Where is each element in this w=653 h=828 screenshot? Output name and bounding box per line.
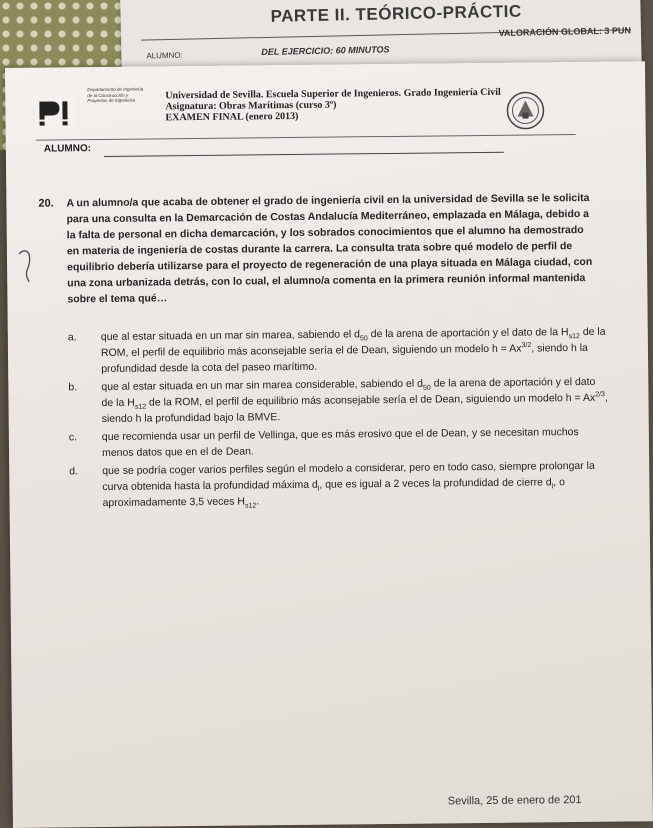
exam-title: EXAMEN FINAL (enero 2013) xyxy=(165,109,501,124)
question-number: 20. xyxy=(38,197,53,209)
university-line: Universidad de Sevilla. Escuela Superior de Ingenieros. Grado Ingeniería Civil xyxy=(165,87,501,102)
back-sheet-duration: DEL EJERCICIO: 60 MINUTOS xyxy=(261,44,389,57)
header-rule xyxy=(36,134,576,141)
option-d[interactable] xyxy=(69,458,609,512)
alumno-line xyxy=(104,152,504,157)
option-letter: a. xyxy=(68,329,77,345)
exam-header xyxy=(165,87,501,124)
option-b[interactable] xyxy=(68,374,608,428)
option-letter: b. xyxy=(68,379,77,395)
university-logo-icon xyxy=(35,95,75,129)
option-text: que al estar situada en un mar sin marea, sabiendo el $d_{50}$ de la arena de aportación y el dato de la $H_{s12}$ de la ROM, el perfil de equilibrio más aconsejable sería el de Dean, siguiendo un modelo $h = Ax^{3/2}$, siendo h la profundidad desde la cota del paseo marítimo. xyxy=(101,324,608,377)
handwritten-mark-icon xyxy=(15,246,35,286)
option-a[interactable] xyxy=(68,324,608,378)
option-text: que al estar situada en un mar sin marea considerable, sabiendo el $d_{50}$ de la arena de aportación y el dato de la $H_{s12}$ de la ROM, el perfil de equilibrio más aconsejable sería el de Dean, siguiendo un modelo $h = Ax^{2/3}$, siendo h la profundidad bajo la BMVE. xyxy=(101,374,608,427)
option-letter: d. xyxy=(69,463,78,479)
back-sheet-alumno: ALUMNO: xyxy=(146,51,183,61)
department-name: Departamento de Ingeniería de la Construcción y Proyectos de Ingeniería xyxy=(87,87,147,104)
option-text: que se podría coger varios perfiles según el modelo a considerar, pero en todo caso, siempre prolongar la curva obtenida hasta la profundidad máxima $d_l$, que es igual a 2 veces la profundidad de cierre $d_l$, o aproximadamente 3,5 veces $H_{s12}$. xyxy=(102,458,609,511)
subject-line: Asignatura: Obras Marítimas (curso 3º) xyxy=(165,98,501,113)
footer-date: Sevilla, 25 de enero de 201 xyxy=(448,794,582,807)
option-c[interactable] xyxy=(69,424,609,462)
back-sheet-valoracion: VALORACIÓN GLOBAL: 3 PUN xyxy=(499,25,632,38)
question-text: A un alumno/a que acaba de obtener el grado de ingeniería civil en la universidad de Sevilla se le solicita para una consulta en la Demarcación de Costas Andalucía Mediterráneo, emplazada en Málaga, debido a la falta de personal en dicha demarcación, y los sobrados conocimientos que el alumno ha demostrado en materia de ingeniería de costas durante la carrera. La consulta trata sobre qué modelo de perfil de equilibrio debería utilizarse para el proyecto de regeneración de una playa situada en Málaga ciudad, con una zona urbanizada detrás, con lo cual, el alumno/a comenta en la primera reunión informal mantenida sobre el tema qué… xyxy=(66,190,597,308)
university-seal-icon xyxy=(505,90,545,130)
alumno-label: ALUMNO: xyxy=(44,143,91,154)
answer-options xyxy=(68,324,610,514)
back-sheet-title: PARTE II. TEÓRICO-PRÁCTIC xyxy=(270,2,522,27)
option-text: que recomienda usar un perfil de Vellinga, que es más erosivo que el de Dean, y se necesitan muchos menos datos que en el de Dean. xyxy=(102,424,609,461)
option-letter: c. xyxy=(69,429,77,445)
exam-sheet xyxy=(5,61,653,828)
